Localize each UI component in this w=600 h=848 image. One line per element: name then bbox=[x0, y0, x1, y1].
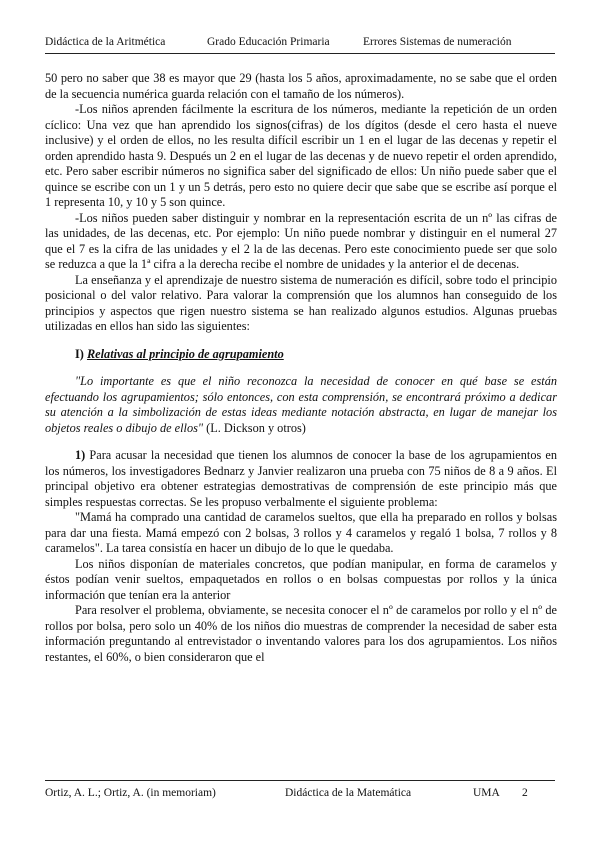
paragraph-place-names: -Los niños pueden saber distinguir y nombrar en la representación escrita de un nº las cifras de las unidades, de las decenas, etc. Por ejemplo: Un niño puede nombrar y distinguir en el numeral 27 que el 7 es la cifra de las unidades y el 2 la de las decenas. Pero este conocimiento puede ser que solo se reduzca a que la 1ª cifra a la derecha recibe el nombre de unidades y la anterior el de decenas. bbox=[45, 210, 557, 271]
paragraph-cyclic-order: -Los niños aprenden fácilmente la escritura de los números, mediante la repetición de un orden cíclico: Una vez que han aprendido los signos(cifras) de los dígitos (desde el cero hasta el nueve inclusive) y el orden de ellos, no les resulta difícil escribir un 1 en el lugar de las decenas y repetir el orden aprendido hasta 9. Después un 2 en el lugar de las decenas y de nuevo repetir el orden aprendido, etc. Pero saber escribir números no significa saber del significado de ellos: Un niño puede saber que el quince se escribe con un 1 y un 5 detrás, pero esto no quiere decir que sabe que se escribe así porque el 1 representa 10, y 10 y 5 son quince. bbox=[45, 102, 557, 209]
paragraph-study-bednarz bbox=[45, 448, 557, 510]
paragraph-continuation: 50 pero no saber que 38 es mayor que 29 (hasta los 5 años, aproximadamente, no se sabe que el orden de la secuencia numérica guarda relación con el tamaño de los números). bbox=[45, 71, 557, 101]
footer-course: Didáctica de la Matemática bbox=[285, 787, 412, 799]
quote-text: "Lo importante es que el niño reconozca la necesidad de conocer en qué base se están efectuando los agrupamientos; sólo entonces, con esta comprensión, se encontrará próximo a dedicar su atención a la simbolización de estas ideas mediante notación abstracta, en lugar de manejar los objetos reales o dibujo de ellos" bbox=[45, 374, 557, 435]
item-number: 1) bbox=[75, 448, 86, 462]
paragraph-materials: Los niños disponían de materiales concretos, que podían manipular, en forma de caramelos y éstos podían venir sueltos, empaquetados en rollos o en bolsas compuestas por rollos y la única información que tenían era la anterior bbox=[45, 556, 557, 602]
page-footer bbox=[45, 780, 555, 800]
page-number: 2 bbox=[522, 787, 528, 799]
header-topic: Errores Sistemas de numeración bbox=[363, 36, 512, 48]
page-header bbox=[45, 35, 555, 54]
paragraph-teaching-difficulty: La enseñanza y el aprendizaje de nuestro sistema de numeración es difícil, sobre todo el principio posicional o del valor relativo. Para valorar la comprensión que los alumnos han conseguido de los principios y aspectos que rigen nuestro sistema se han realizado algunos estudios. Algunas pruebas utilizadas en ellos han sido las siguientes: bbox=[45, 272, 557, 333]
footer-authors: Ortiz, A. L.; Ortiz, A. (in memoriam) bbox=[45, 787, 216, 799]
header-degree: Grado Educación Primaria bbox=[207, 36, 330, 48]
header-subject: Didáctica de la Aritmética bbox=[45, 36, 166, 48]
paragraph-problem-statement: "Mamá ha comprado una cantidad de caramelos sueltos, que ella ha preparado en rollos y bolsas para dar una fiesta. Mamá empezó con 2 bolsas, 3 rollos y 4 caramelos y regaló 1 bolsa, 7 rollos y 8 caramelos". La tarea consistía en hacer un dibujo de lo que le quedaba. bbox=[45, 510, 557, 555]
paragraph-study-text: Para acusar la necesidad que tienen los alumnos de conocer la base de los agrupamientos en los números, los investigadores Bednarz y Janvier realizaron una prueba con 75 niños de 8 a 9 años. El principal objetivo era obtener estrategias demostrativas de comprensión de este principio más que simples respuestas correctas. Se les propuso verbalmente el siguiente problema: bbox=[45, 448, 557, 509]
section-number: I) bbox=[75, 346, 84, 361]
page-body bbox=[45, 71, 557, 665]
paragraph-results: Para resolver el problema, obviamente, se necesita conocer el nº de caramelos por rollo y el nº de rollos por bolsa, pero solo un 40% de los niños dio muestras de comprender la necesidad de saber esta información preguntando al entrevistador o inventando valores para los dos agrupamientos. Los niños restantes, el 60%, o bien consideraron que el bbox=[45, 603, 557, 664]
quote-attribution: (L. Dickson y otros) bbox=[206, 420, 306, 435]
quote-block bbox=[45, 374, 557, 436]
section-heading bbox=[45, 347, 557, 363]
section-title: Relativas al principio de agrupamiento bbox=[86, 346, 284, 361]
footer-institution: UMA bbox=[473, 787, 500, 799]
